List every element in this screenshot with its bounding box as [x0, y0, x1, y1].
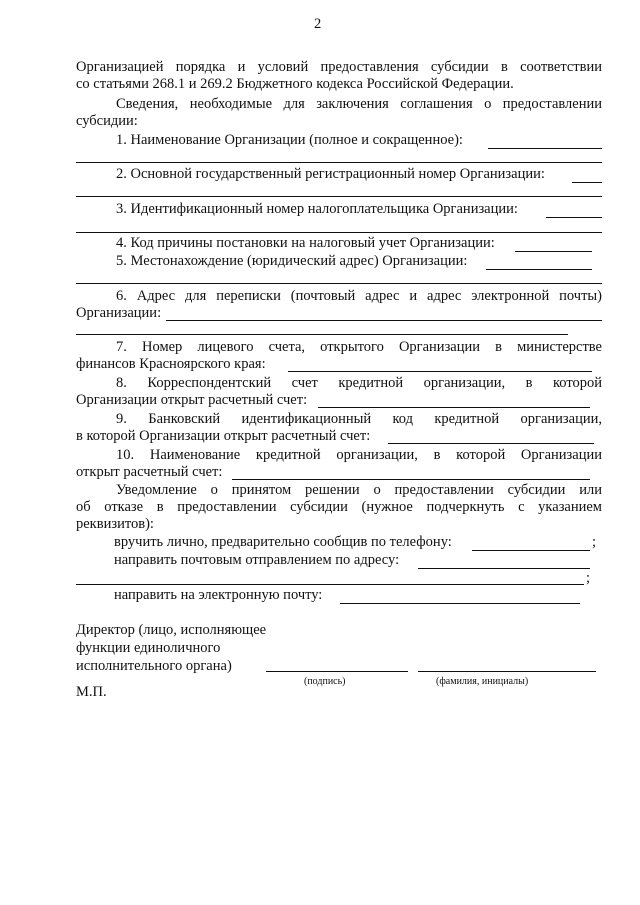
- signatory-line-2: функции единоличного: [76, 640, 221, 656]
- item-5-label: 5. Местонахождение (юридический адрес) Организации:: [116, 253, 468, 269]
- item-7-field[interactable]: [288, 371, 592, 372]
- delivery-post-field-continuation[interactable]: [76, 584, 584, 585]
- delivery-post-semicolon: ;: [586, 570, 591, 586]
- item-10-field[interactable]: [232, 479, 590, 480]
- item-10-line-2: открыт расчетный счет:: [76, 464, 223, 480]
- delivery-option-post: направить почтовым отправлением по адресу:: [114, 552, 400, 568]
- notification-line-1: Уведомление о принятом решении о предоставлении субсидии или: [116, 482, 602, 498]
- delivery-post-field[interactable]: [418, 568, 590, 569]
- delivery-phone-semicolon: ;: [592, 534, 597, 550]
- delivery-option-phone: вручить лично, предварительно сообщив по телефону:: [114, 534, 452, 550]
- item-9-field[interactable]: [388, 443, 594, 444]
- item-6-field[interactable]: [166, 320, 602, 321]
- delivery-option-email: направить на электронную почту:: [114, 587, 323, 603]
- item-9-line-2: в которой Организации открыт расчетный счет:: [76, 428, 371, 444]
- signatory-line-3: исполнительного органа): [76, 658, 232, 674]
- item-7-line-2: финансов Красноярского края:: [76, 356, 266, 372]
- page-number: 2: [314, 16, 322, 32]
- intro-line-4: субсидии:: [76, 113, 138, 129]
- item-7-line-1: 7. Номер лицевого счета, открытого Организации в министерстве: [116, 339, 602, 355]
- item-3-field[interactable]: [546, 217, 602, 218]
- stamp-place: М.П.: [76, 684, 107, 700]
- delivery-email-field[interactable]: [340, 603, 580, 604]
- notification-line-2: об отказе в предоставлении субсидии (нужное подчеркнуть с указанием: [76, 499, 602, 515]
- item-8-field[interactable]: [318, 407, 590, 408]
- item-1-field[interactable]: [488, 148, 602, 149]
- intro-line-2: со статьями 268.1 и 269.2 Бюджетного кодекса Российской Федерации.: [76, 76, 514, 92]
- item-4-label: 4. Код причины постановки на налоговый учет Организации:: [116, 235, 495, 251]
- item-6-line-1: 6. Адрес для переписки (почтовый адрес и адрес электронной почты): [116, 288, 602, 304]
- item-5-field-continuation[interactable]: [76, 283, 602, 284]
- item-9-line-1: 9. Банковский идентификационный код кредитной организации,: [116, 411, 602, 427]
- delivery-phone-field[interactable]: [472, 550, 590, 551]
- item-5-field[interactable]: [486, 269, 592, 270]
- name-caption: (фамилия, инициалы): [436, 676, 529, 687]
- signature-caption: (подпись): [304, 676, 346, 687]
- item-3-field-continuation[interactable]: [76, 232, 602, 233]
- item-3-label: 3. Идентификационный номер налогоплательщика Организации:: [116, 201, 518, 217]
- item-8-line-2: Организации открыт расчетный счет:: [76, 392, 308, 408]
- item-2-label: 2. Основной государственный регистрационный номер Организации:: [116, 166, 545, 182]
- item-6-line-2: Организации:: [76, 305, 162, 321]
- item-10-line-1: 10. Наименование кредитной организации, в которой Организации: [116, 447, 602, 463]
- signature-field[interactable]: [266, 671, 408, 672]
- item-8-line-1: 8. Корреспондентский счет кредитной организации, в которой: [116, 375, 602, 391]
- item-6-field-continuation[interactable]: [76, 334, 568, 335]
- signatory-line-1: Директор (лицо, исполняющее: [76, 622, 267, 638]
- intro-line-1: Организацией порядка и условий предоставления субсидии в соответствии: [76, 59, 602, 75]
- item-2-field[interactable]: [572, 182, 602, 183]
- intro-line-3: Сведения, необходимые для заключения соглашения о предоставлении: [116, 96, 602, 112]
- item-1-label: 1. Наименование Организации (полное и сокращенное):: [116, 132, 463, 148]
- item-1-field-continuation[interactable]: [76, 162, 602, 163]
- item-2-field-continuation[interactable]: [76, 196, 602, 197]
- item-4-field[interactable]: [515, 251, 592, 252]
- name-field[interactable]: [418, 671, 596, 672]
- notification-line-3: реквизитов):: [76, 516, 154, 532]
